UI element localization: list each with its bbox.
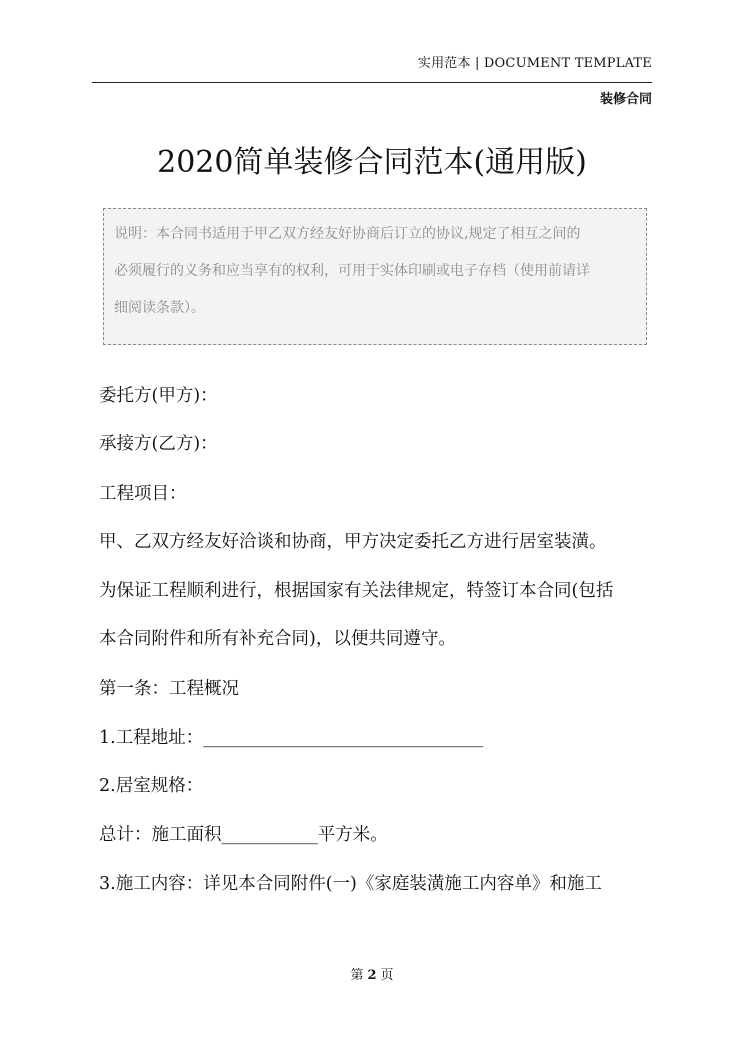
client-party-line: 委托方(甲方)： (99, 386, 218, 406)
total-area-line: 总计：施工面积___________平方米。 (99, 825, 388, 845)
description-line: 说明：本合同书适用于甲乙双方经友好协商后订立的协议,规定了相互之间的 (114, 226, 581, 242)
project-line: 工程项目： (99, 484, 187, 504)
body-paragraph-line: 本合同附件和所有补充合同)，以便共同遵守。 (99, 629, 456, 649)
page-number-footer (0, 964, 744, 983)
page-suffix: 页 (380, 968, 394, 983)
description-box (103, 208, 647, 345)
article-heading: 第一条：工程概况 (99, 679, 239, 699)
page-prefix: 第 (350, 968, 364, 983)
room-spec-line: 2.居室规格： (99, 776, 204, 796)
construction-content-line: 3.施工内容：详见本合同附件(一)《家庭装潢施工内容单》和施工 (99, 874, 602, 894)
description-line: 细阅读条款）。 (114, 300, 205, 316)
body-paragraph-line: 为保证工程顺利进行，根据国家有关法律规定，特签订本合同(包括 (99, 581, 614, 601)
header-subtitle: 装修合同 (599, 92, 652, 107)
header-divider (92, 82, 652, 83)
body-paragraph-line: 甲、乙双方经友好洽谈和协商，甲方决定委托乙方进行居室装潢。 (99, 532, 607, 552)
header-label: 实用范本 | DOCUMENT TEMPLATE (417, 56, 652, 71)
description-line: 必须履行的义务和应当享有的权利，可用于实体印刷或电子存档（使用前请详 (114, 263, 590, 279)
contractor-party-line: 承接方(乙方)： (99, 434, 218, 454)
project-address-line: 1.工程地址：________________________________ (99, 728, 484, 748)
page-number: 2 (367, 968, 377, 983)
document-title: 2020简单装修合同范本(通用版) (157, 145, 587, 180)
